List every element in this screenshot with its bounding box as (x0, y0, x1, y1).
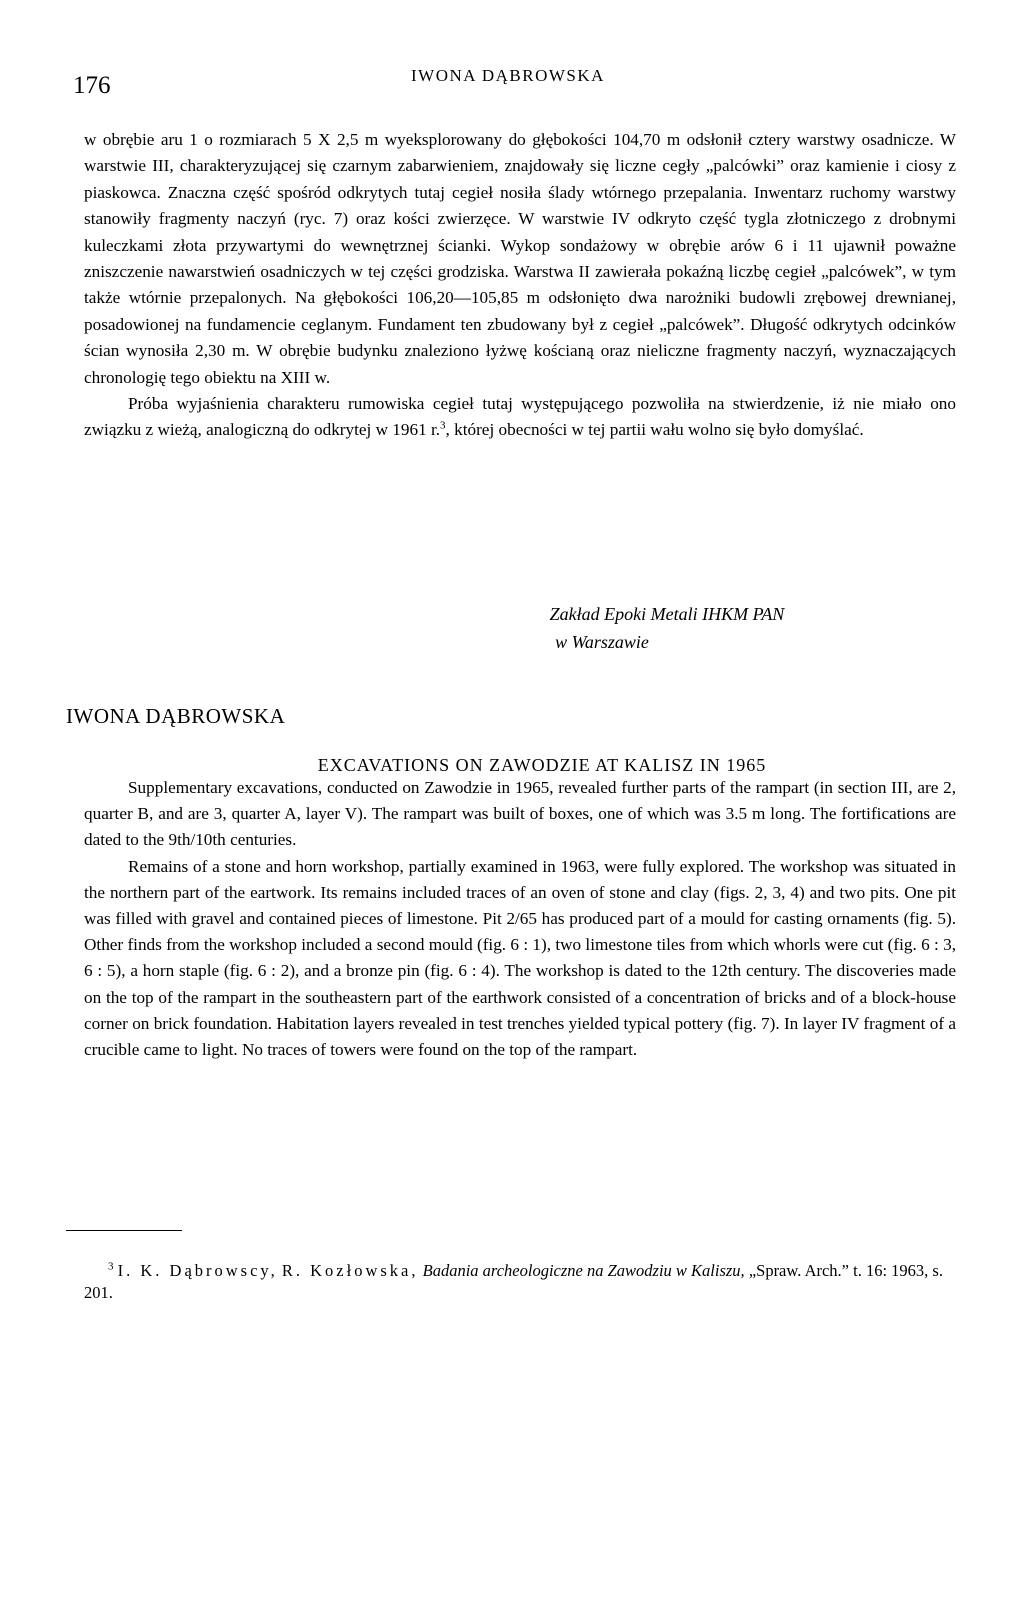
footnote-authors-2: R. Kozłowska, (281, 1261, 419, 1280)
footnote-divider (66, 1230, 182, 1231)
summary-title: EXCAVATIONS ON ZAWODZIE AT KALISZ IN 1965 (317, 755, 767, 775)
summary-paragraph-2: Remains of a stone and horn workshop, partially examined in 1963, were fully explored. The workshop was situated in the northern part of the eartwork. Its remains included traces of an oven of stone and clay (figs. 2, 3, 4) and two pits. One pit was filled with gravel and contained pieces of limestone. Pit 2/65 has produced part of a mould for casting ornaments (fig. 5). Other finds from the workshop included a second mould (fig. 6 : 1), two limestone tiles from which whorls were cut (fig. 6 : 3, 6 : 5), a horn staple (fig. 6 : 2), and a bronze pin (fig. 6 : 4). The workshop is dated to the 12th century. The discoveries made on the top of the rampart in the southeastern part of the earthwork consisted of a concentration of bricks and of a block-house corner on brick foundation. Habitation layers revealed in test trenches yielded typical pottery (fig. 7). In layer IV fragment of a crucible came to light. No traces of towers were found on the top of the rampart. (84, 856, 956, 1060)
footnote-number: 3 (108, 1260, 114, 1273)
affiliation-city: w Warszawie (555, 632, 649, 652)
footnote-reference: 3 (440, 419, 446, 432)
polish-body-text (84, 127, 956, 444)
polish-paragraph-2-tail: , której obecności w tej partii wału wolno się było domyślać. (445, 420, 864, 440)
footnote-source: „Spraw. Arch.” t. 16: 1963, s. 201. (84, 1261, 943, 1302)
affiliation (0, 600, 1024, 656)
polish-paragraph-2 (84, 391, 956, 444)
footnote (84, 1260, 956, 1304)
affiliation-institution: Zakład Epoki Metali IHKM PAN (549, 604, 785, 624)
footnote-title: Badania archeologiczne na Zawodziu w Kaliszu, (422, 1261, 745, 1280)
running-head (0, 0, 1024, 110)
summary-author: IWONA DĄBROWSKA (66, 704, 286, 728)
polish-paragraph-1: w obrębie aru 1 o rozmiarach 5 X 2,5 m wyeksplorowany do głębokości 104,70 m odsłonił cztery warstwy osadnicze. W warstwie III, charakteryzującej się czarnym zabarwieniem, znajdowały się liczne cegły „palcówki” oraz kamienie i ciosy z piaskowca. Znaczna część spośród odkrytych tutaj cegieł nosiła ślady wtórnego przepalania. Inwentarz ruchomy warstwy stanowiły fragmenty naczyń (ryc. 7) oraz kości zwierzęce. W warstwie IV odkryto część tygla złotniczego z drobnymi kuleczkami złota przywartymi do wewnętrznej ścianki. Wykop sondażowy w obrębie arów 6 i 11 ujawnił poważne zniszczenie nawarstwień osadniczych w tej części grodziska. Warstwa II zawierała pokaźną liczbę cegieł „palcówek”, w tym także wtórnie przepalonych. Na głębokości 106,20—105,85 m odsłonięto dwa narożniki budowli zrębowej drewnianej, posadowionej na fundamencie ceglanym. Fundament ten zbudowany był z cegieł „palcówek”. Długość odkrytych odcinków ścian wynosiła 2,30 m. W obrębie budynku znaleziono łyżwę kościaną oraz nieliczne fragmenty naczyń, wyznaczających chronologię tego obiektu na XIII w. (84, 130, 956, 387)
polish-paragraph-2-text: Próba wyjaśnienia charakteru rumowiska cegieł tutaj występującego pozwoliła na stwierdzenie, iż nie miało ono związku z wieżą, analogiczną do odkrytej w 1961 r. (84, 394, 956, 440)
summary-paragraph-1: Supplementary excavations, conducted on Zawodzie in 1965, revealed further parts of the rampart (in section III, are 2, quarter B, and are 3, quarter A, layer V). The rampart was built of boxes, one of which was 3.5 m long. The fortifications are dated to the 9th/10th centuries. (84, 778, 956, 850)
page-number: 176 (73, 72, 111, 99)
footnote-authors-1: I. K. Dąbrowscy, (117, 1261, 278, 1280)
english-summary-text (84, 775, 956, 1063)
running-title: IWONA DĄBROWSKA (411, 66, 605, 85)
